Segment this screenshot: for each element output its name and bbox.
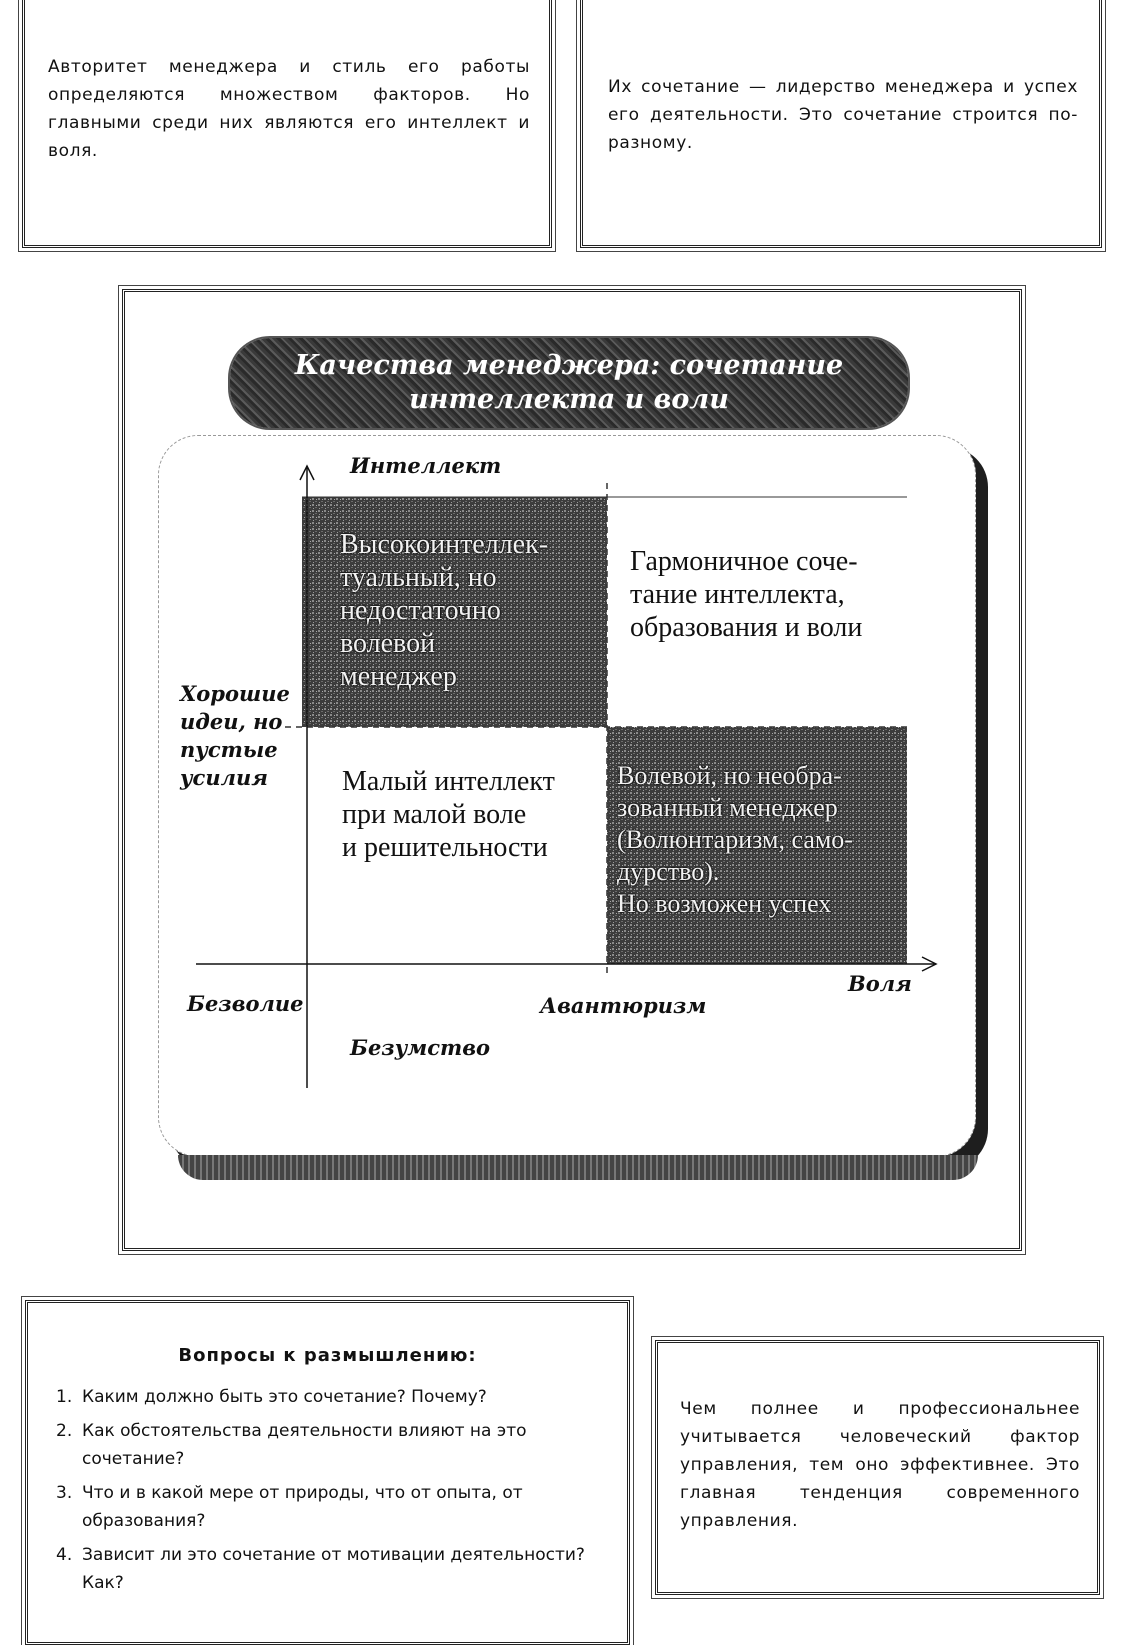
conclusion-text: Чем полнее и профессиональнее учитывается человеческий фактор управления, тем оно эффективнее. Это главная тенденция современного управления. bbox=[680, 1399, 1080, 1531]
conclusion-box bbox=[655, 1340, 1100, 1595]
good-ideas-label: Хорошие идеи, но пустые усилия bbox=[180, 681, 290, 790]
questions-box bbox=[25, 1300, 630, 1645]
madness-label: Безумство bbox=[350, 1035, 491, 1060]
question-item: 1. Каким должно быть это сочетание? Почему? bbox=[56, 1387, 487, 1407]
combination-text: Их сочетание — лидерство менеджера и успех его деятельности. Это сочетание строится по-разному. bbox=[608, 77, 1078, 153]
title-line-1: Качества менеджера: сочетание bbox=[294, 350, 844, 381]
question-item: 4. Зависит ли это сочетание от мотивации деятельности? Как? bbox=[56, 1545, 585, 1593]
lack-of-will-label: Безволие bbox=[187, 991, 304, 1016]
diagram-title bbox=[230, 338, 908, 428]
quadrant-top-right-text: Гармоничное соче- тание интеллекта, образования и воли bbox=[630, 546, 863, 643]
question-item: 3. Что и в какой мере от природы, что от опыта, от образования? bbox=[56, 1483, 523, 1531]
quadrant-bottom-right-text: Волевой, но необра- зованный менеджер (Волюнтаризм, само- дурство). Но возможен успех bbox=[617, 761, 853, 918]
x-axis-label: Воля bbox=[848, 971, 912, 996]
quadrant-bottom-left-text: Малый интеллект при малой воле и решительности bbox=[342, 766, 555, 863]
intro-text: Авторитет менеджера и стиль его работы определяются множеством факторов. Но главными среди них являются его интеллект и воля. bbox=[48, 57, 530, 161]
y-axis-label: Интеллект bbox=[350, 453, 502, 478]
quadrant-top-left-text: Высокоинтеллек- туальный, но недостаточно волевой менеджер bbox=[340, 529, 549, 692]
questions-list bbox=[56, 1383, 616, 1603]
question-item: 2. Как обстоятельства деятельности влияют на это сочетание? bbox=[56, 1421, 527, 1469]
adventurism-label: Авантюризм bbox=[540, 993, 707, 1018]
questions-heading: Вопросы к размышлению: bbox=[178, 1345, 477, 1366]
title-line-2: интеллекта и воли bbox=[409, 384, 729, 415]
